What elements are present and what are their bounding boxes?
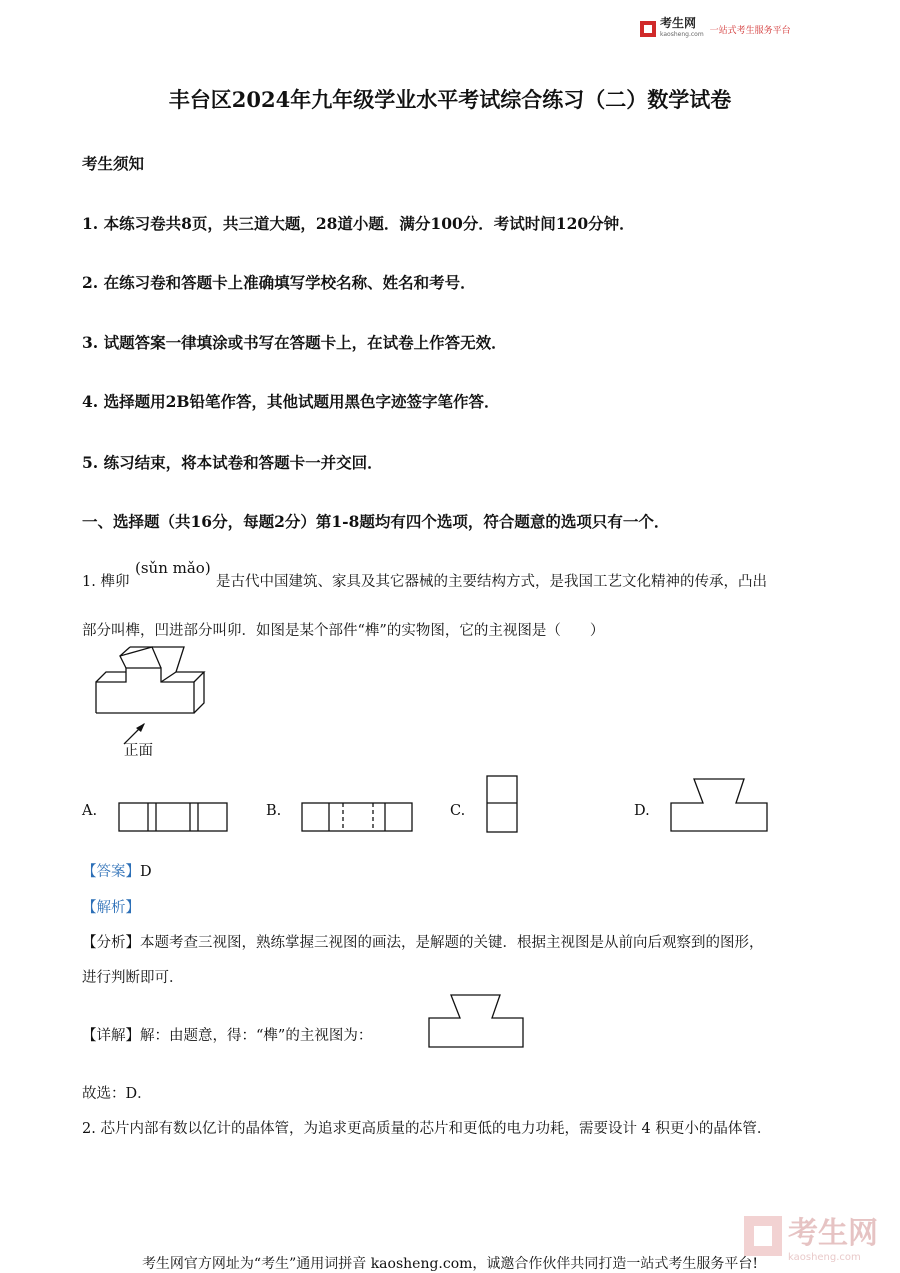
option-d-figure bbox=[670, 778, 770, 834]
figure-label-front: 正面 bbox=[124, 743, 153, 759]
notice-item: 5. 练习结束，将本试卷和答题卡一并交回． bbox=[82, 453, 383, 472]
footer-text: 考生网官方网址为“考生”通用词拼音 kaosheng.com，诚邀合作伙伴共同打造一站式考生服务平台! bbox=[141, 1256, 759, 1272]
fenxi-line2: 进行判断即可． bbox=[82, 970, 184, 986]
watermark-logo-icon bbox=[744, 1216, 782, 1256]
option-b-label: B. bbox=[266, 803, 282, 819]
watermark: 考生网 kaosheng.com bbox=[744, 1208, 878, 1263]
logo-brand: 考生网 kaosheng.com bbox=[660, 16, 704, 38]
detail-tag: 【详解】 bbox=[82, 1028, 140, 1044]
option-d-label: D. bbox=[634, 803, 650, 819]
q1-line1: 是古代中国建筑、家具及其它器械的主要结构方式，是我国工艺文化精神的传承，凸出 bbox=[216, 574, 767, 590]
conclusion: 故选：D． bbox=[82, 1086, 152, 1102]
detail-front-view-figure bbox=[428, 994, 526, 1050]
detail-text: 解：由题意，得：“榫”的主视图为： bbox=[140, 1028, 373, 1044]
notice-heading: 考生须知 bbox=[82, 154, 145, 173]
detail-line bbox=[82, 1024, 372, 1045]
notice-item: 3. 试题答案一律填涂或书写在答题卡上，在试卷上作答无效． bbox=[82, 333, 507, 352]
answer-tag: 【答案】 bbox=[82, 864, 140, 880]
option-a-figure bbox=[118, 802, 230, 834]
answer-line bbox=[82, 860, 152, 881]
q1-line2: 部分叫榫，凹进部分叫卯．如图是某个部件“榫”的实物图，它的主视图是（ ） bbox=[82, 623, 605, 639]
section-heading: 一、选择题（共16分，每题2分）第1-8题均有四个选项，符合题意的选项只有一个． bbox=[82, 512, 670, 531]
q1-pinyin: (sǔn mǎo) bbox=[135, 559, 211, 577]
notice-item: 1. 本练习卷共8页，共三道大题，28道小题．满分100分．考试时间120分钟． bbox=[82, 214, 635, 233]
fenxi-line1 bbox=[82, 931, 764, 952]
fenxi-text: 本题考查三视图，熟练掌握三视图的画法，是解题的关键．根据主视图是从前向后观察到的图形， bbox=[140, 935, 764, 951]
logo-icon bbox=[640, 21, 656, 37]
option-c-figure bbox=[486, 775, 520, 835]
notice-item: 2. 在练习卷和答题卡上准确填写学校名称、姓名和考号． bbox=[82, 273, 476, 292]
analysis-tag: 【解析】 bbox=[82, 900, 140, 916]
answer-value: D bbox=[140, 864, 152, 880]
q2-text: 2. 芯片内部有数以亿计的晶体管，为追求更高质量的芯片和更低的电力功耗，需要设计 4 积更小的晶体管． bbox=[82, 1121, 772, 1137]
logo-slogan: 一站式考生服务平台 bbox=[709, 25, 791, 36]
fenxi-tag: 【分析】 bbox=[82, 935, 140, 951]
header-logo bbox=[640, 18, 791, 40]
option-c-label: C. bbox=[450, 803, 466, 819]
q1-prefix: 1. 榫卯 bbox=[82, 574, 130, 590]
option-b-figure bbox=[301, 802, 415, 834]
page-title: 丰台区2024年九年级学业水平考试综合练习（二）数学试卷 bbox=[168, 87, 732, 112]
notice-item: 4. 选择题用2B铅笔作答，其他试题用黑色字迹签字笔作答． bbox=[82, 392, 500, 411]
option-a-label: A. bbox=[82, 803, 98, 819]
